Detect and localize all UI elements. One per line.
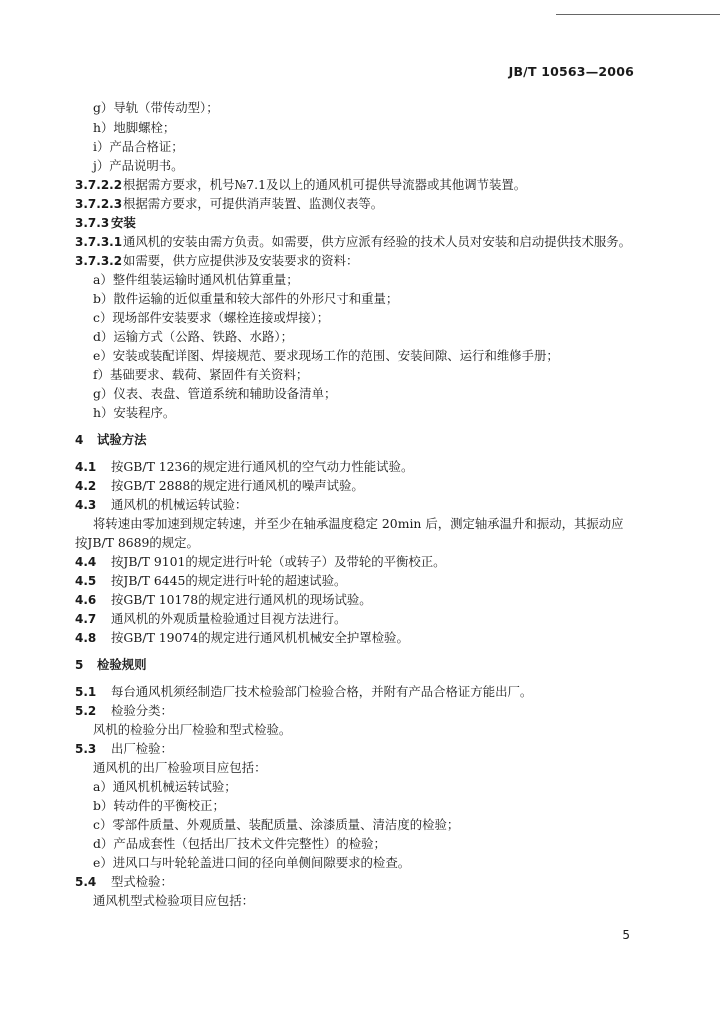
clause-line	[75, 478, 364, 494]
text-line	[93, 367, 308, 383]
clause-text: 根据需方要求，可提供消声装置、监测仪表等。	[123, 196, 384, 211]
clause-line	[75, 234, 631, 250]
clause-number: 5.3	[75, 742, 97, 756]
clause-number: 4.2	[75, 479, 97, 493]
clause-text: 按GB/T 2888的规定进行通风机的噪声试验。	[111, 478, 364, 493]
clause-line	[75, 874, 173, 890]
text-line	[75, 535, 199, 551]
clause-text: h）地脚螺栓；	[93, 120, 176, 135]
clause-text: 风机的检验分出厂检验和型式检验。	[93, 722, 292, 737]
clause-line	[75, 196, 383, 212]
clause-text: a）通风机机械运转试验；	[93, 779, 237, 794]
clause-number: 3.7.3.1	[75, 235, 123, 249]
clause-text: i）产品合格证；	[93, 139, 184, 154]
clause-number: 3.7.2.3	[75, 197, 123, 211]
clause-line	[75, 703, 173, 719]
clause-line	[75, 459, 413, 475]
clause-number: 5.1	[75, 685, 97, 699]
clause-text: 通风机的安装由需方负责。如需要，供方应派有经验的技术人员对安装和启动提供技术服务。	[123, 234, 632, 249]
clause-number: 4.1	[75, 460, 97, 474]
clause-text: 通风机的机械运转试验：	[111, 497, 248, 512]
text-line	[93, 405, 175, 421]
clause-line	[75, 592, 372, 608]
clause-number: 3.7.3.2	[75, 254, 123, 268]
clause-line	[75, 215, 136, 231]
clause-text: 按GB/T 1236的规定进行通风机的空气动力性能试验。	[111, 459, 414, 474]
clause-text: 通风机的出厂检验项目应包括：	[93, 760, 267, 775]
clause-line	[75, 741, 173, 757]
clause-text: g）仪表、表盘、管道系统和辅助设备清单；	[93, 386, 337, 401]
text-line	[93, 100, 219, 116]
clause-line	[75, 177, 526, 193]
clause-number: 3.7.3	[75, 216, 110, 230]
clause-line	[75, 432, 147, 448]
section-heading: 检验规则	[97, 657, 147, 672]
clause-text: c）现场部件安装要求（螺栓连接或焊接）；	[93, 310, 330, 325]
text-line	[93, 855, 410, 871]
text-line	[93, 158, 184, 174]
clause-number: 3.7.2.2	[75, 178, 123, 192]
text-line	[93, 760, 266, 776]
text-line	[93, 817, 459, 833]
clause-line	[75, 630, 409, 646]
text-line	[93, 386, 336, 402]
clause-number: 5.4	[75, 875, 97, 889]
clause-number: 4.6	[75, 593, 97, 607]
clause-text: d）产品成套性（包括出厂技术文件完整性）的检验；	[93, 836, 386, 851]
clause-line	[75, 573, 346, 589]
text-line	[93, 272, 299, 288]
clause-text: f）基础要求、载荷、紧固件有关资料；	[93, 367, 309, 382]
text-line	[93, 516, 624, 532]
text-line	[93, 722, 291, 738]
clause-text: 根据需方要求，机号№7.1及以上的通风机可提供导流器或其他调节装置。	[123, 177, 527, 192]
text-line	[93, 348, 559, 364]
clause-text: 通风机型式检验项目应包括：	[93, 893, 255, 908]
text-line	[93, 836, 386, 852]
section-heading: 安装	[111, 215, 136, 230]
clause-number: 5.2	[75, 704, 97, 718]
section-heading: 试验方法	[97, 432, 147, 447]
clause-text: h）安装程序。	[93, 405, 176, 420]
clause-line	[75, 253, 358, 269]
document-id: JB/T 10563—2006	[508, 64, 634, 79]
clause-number: 5	[75, 658, 84, 672]
clause-text: 按JB/T 9101的规定进行叶轮（或转子）及带轮的平衡校正。	[111, 554, 446, 569]
text-line	[93, 893, 254, 909]
clause-text: e）进风口与叶轮轮盖进口间的径向单侧间隙要求的检查。	[93, 855, 411, 870]
text-line	[93, 310, 329, 326]
page-number: 5	[622, 928, 630, 942]
clause-text: 将转速由零加速到规定转速，并至少在轴承温度稳定 20min 后，测定轴承温升和振动，其振动应	[93, 516, 624, 531]
clause-text: 每台通风机须经制造厂技术检验部门检验合格，并附有产品合格证方能出厂。	[111, 684, 533, 699]
clause-text: d）运输方式（公路、铁路、水路）；	[93, 329, 293, 344]
clause-text: j）产品说明书。	[93, 158, 184, 173]
clause-text: 按JB/T 6445的规定进行叶轮的超速试验。	[111, 573, 347, 588]
clause-text: b）转动件的平衡校正；	[93, 798, 225, 813]
clause-text: 检验分类：	[111, 703, 173, 718]
clause-number: 4.4	[75, 555, 97, 569]
header-rule	[556, 14, 720, 15]
clause-text: b）散件运输的近似重量和较大部件的外形尺寸和重量；	[93, 291, 399, 306]
clause-text: 通风机的外观质量检验通过目视方法进行。	[111, 611, 347, 626]
text-line	[93, 139, 184, 155]
clause-line	[75, 684, 532, 700]
clause-text: 按JB/T 8689的规定。	[75, 535, 199, 550]
clause-number: 4.3	[75, 498, 97, 512]
clause-number: 4.7	[75, 612, 97, 626]
text-line	[93, 779, 237, 795]
clause-text: 按GB/T 19074的规定进行通风机机械安全护罩检验。	[111, 630, 409, 645]
text-line	[93, 798, 225, 814]
clause-text: g）导轨（带传动型）；	[93, 100, 219, 115]
clause-text: e）安装或装配详图、焊接规范、要求现场工作的范围、安装间隙、运行和维修手册；	[93, 348, 559, 363]
text-line	[93, 291, 398, 307]
clause-line	[75, 554, 446, 570]
clause-number: 4.5	[75, 574, 97, 588]
clause-text: a）整件组装运输时通风机估算重量；	[93, 272, 299, 287]
clause-text: c）零部件质量、外观质量、装配质量、涂漆质量、清洁度的检验；	[93, 817, 460, 832]
clause-text: 按GB/T 10178的规定进行通风机的现场试验。	[111, 592, 372, 607]
clause-text: 出厂检验：	[111, 741, 173, 756]
clause-number: 4.8	[75, 631, 97, 645]
clause-text: 型式检验：	[111, 874, 173, 889]
clause-line	[75, 657, 147, 673]
clause-line	[75, 611, 346, 627]
clause-line	[75, 497, 247, 513]
text-line	[93, 329, 293, 345]
text-line	[93, 120, 175, 136]
clause-text: 如需要，供方应提供涉及安装要求的资料：	[123, 253, 359, 268]
clause-number: 4	[75, 433, 84, 447]
